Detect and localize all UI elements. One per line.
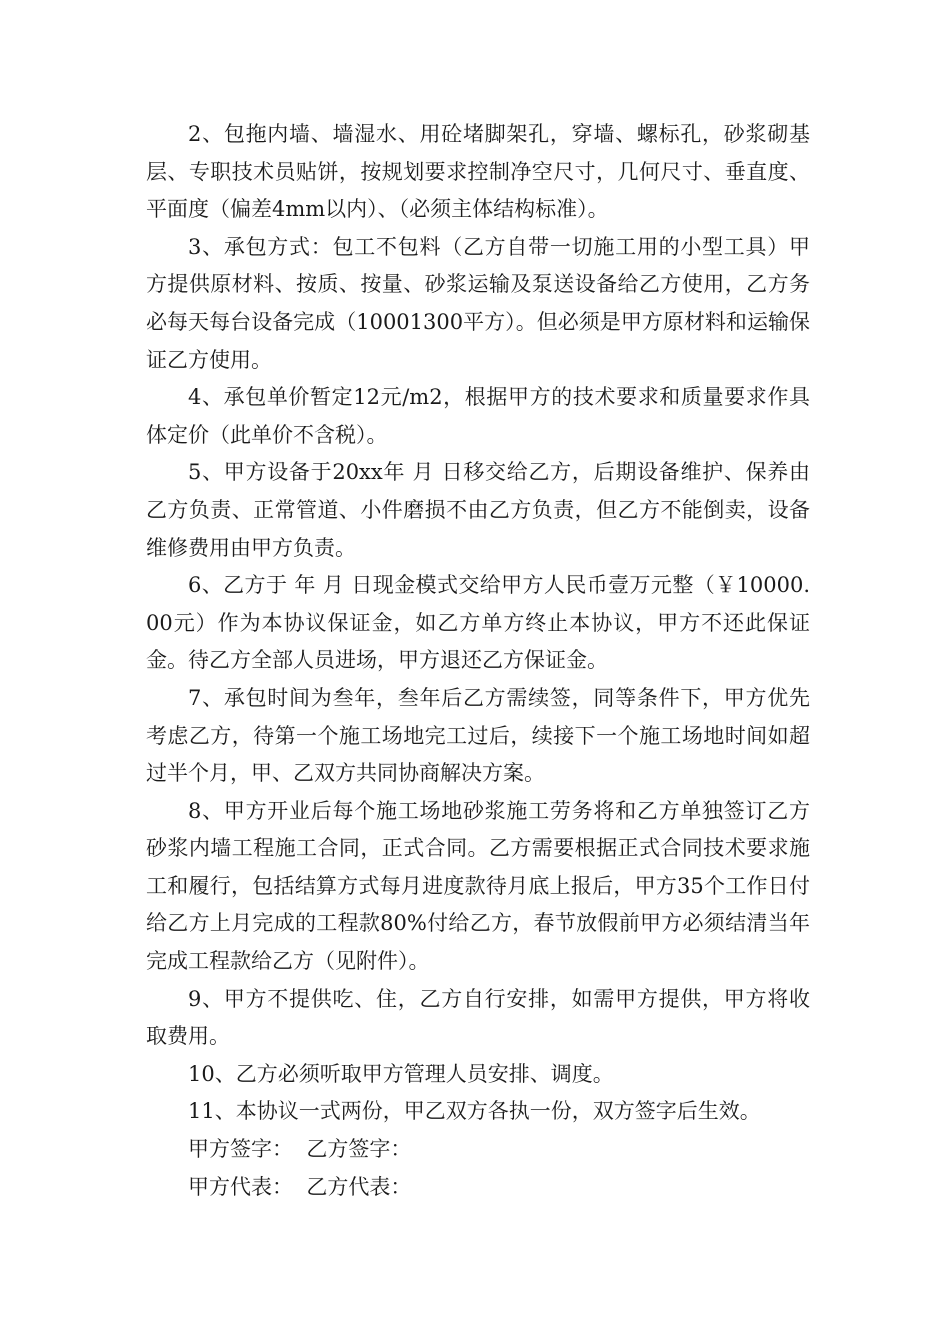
representative-line: 甲方代表： 乙方代表： bbox=[188, 1174, 412, 1199]
clause-9: 9、甲方不提供吃、住，乙方自行安排，如需甲方提供，甲方将收取费用。 bbox=[146, 986, 810, 1049]
contract-body bbox=[146, 116, 810, 1206]
clause-7: 7、承包时间为叁年，叁年后乙方需续签，同等条件下，甲方优先考虑乙方，待第一个施工场地完工过后，续接下一个施工场地时间如超过半个月，甲、乙双方共同协商解决方案。 bbox=[146, 685, 810, 786]
signature-line: 甲方签字： 乙方签字： bbox=[188, 1137, 412, 1162]
clause-3: 3、承包方式：包工不包料（乙方自带一切施工用的小型工具）甲方提供原材料、按质、按量、砂浆运输及泵送设备给乙方使用，乙方务必每天每台设备完成（10001300平方）。但必须是甲方原材料和运输保证乙方使用。 bbox=[146, 234, 810, 372]
clause-10: 10、乙方必须听取甲方管理人员安排、调度。 bbox=[188, 1061, 614, 1086]
clause-8: 8、甲方开业后每个施工场地砂浆施工劳务将和乙方单独签订乙方砂浆内墙工程施工合同，正式合同。乙方需要根据正式合同技术要求施工和履行，包括结算方式每月进度款待月底上报后，甲方35个工作日付给乙方上月完成的工程款80%付给乙方，春节放假前甲方必须结清当年完成工程款给乙方（见附件）。 bbox=[146, 798, 810, 974]
clause-2: 2、包拖内墙、墙湿水、用砼堵脚架孔，穿墙、螺标孔，砂浆砌基层、专职技术员贴饼，按规划要求控制净空尺寸，几何尺寸、垂直度、平面度（偏差4mm以内）、（必须主体结构标准）。 bbox=[146, 122, 810, 222]
clause-11: 11、本协议一式两份，甲乙双方各执一份，双方签字后生效。 bbox=[188, 1099, 761, 1124]
clause-6: 6、乙方于 年 月 日现金模式交给甲方人民币壹万元整（￥10000.00元）作为本协议保证金，如乙方单方终止本协议，甲方不还此保证金。待乙方全部人员进场，甲方退还乙方保证金。 bbox=[146, 573, 810, 673]
clause-5: 5、甲方设备于20xx年 月 日移交给乙方，后期设备维护、保养由乙方负责、正常管道、小件磨损不由乙方负责，但乙方不能倒卖，设备维修费用由甲方负责。 bbox=[146, 460, 810, 560]
clause-4: 4、承包单价暂定12元/m2，根据甲方的技术要求和质量要求作具体定价（此单价不含税）。 bbox=[146, 385, 810, 447]
